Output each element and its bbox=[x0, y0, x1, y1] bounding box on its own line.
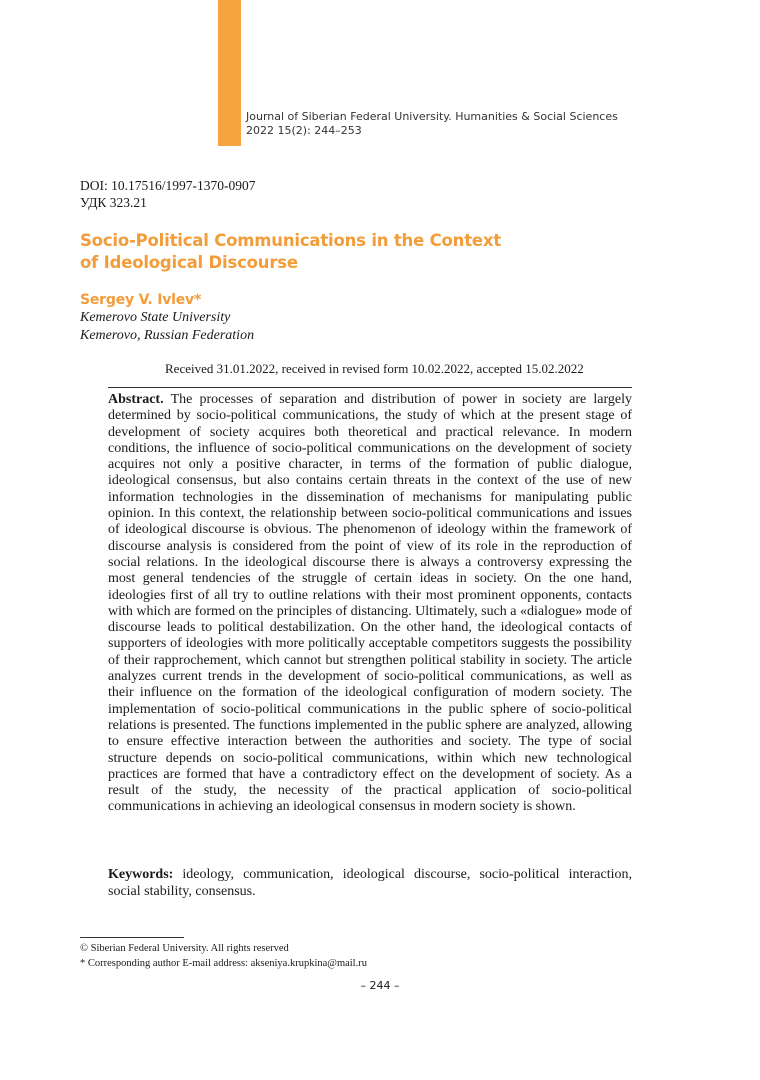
keywords-text: ideology, communication, ideological discourse, socio-political interaction, social stability, consensus. bbox=[108, 867, 632, 899]
journal-accent-bar bbox=[218, 0, 241, 146]
author-affiliation: Kemerovo State University bbox=[80, 310, 231, 325]
journal-header bbox=[246, 110, 618, 138]
page-number: – 244 – bbox=[360, 979, 400, 992]
title-line-1: Socio-Political Communications in the Context bbox=[80, 231, 502, 250]
journal-issue: 2022 15(2): 244–253 bbox=[246, 124, 362, 137]
abstract-divider bbox=[108, 387, 632, 388]
article-title bbox=[80, 230, 600, 274]
udc-code: УДК 323.21 bbox=[80, 195, 147, 210]
journal-name: Journal of Siberian Federal University. Humanities & Social Sciences bbox=[246, 110, 618, 123]
footnote-divider bbox=[80, 937, 184, 938]
keywords bbox=[108, 866, 632, 900]
abstract-label: Abstract. bbox=[108, 392, 164, 407]
received-dates: Received 31.01.2022, received in revised form 10.02.2022, accepted 15.02.2022 bbox=[165, 361, 584, 376]
keywords-label: Keywords: bbox=[108, 867, 174, 882]
author-location: Kemerovo, Russian Federation bbox=[80, 328, 255, 343]
corresponding-author-footnote: * Corresponding author E-mail address: akseniya.krupkina@mail.ru bbox=[80, 958, 367, 969]
article-meta bbox=[80, 177, 256, 211]
author-name: Sergey V. Ivlev* bbox=[80, 292, 202, 308]
abstract bbox=[108, 392, 632, 816]
copyright-footnote: © Siberian Federal University. All rights reserved bbox=[80, 943, 289, 954]
doi: DOI: 10.17516/1997-1370-0907 bbox=[80, 178, 256, 193]
title-line-2: of Ideological Discourse bbox=[80, 253, 298, 272]
abstract-text: The processes of separation and distribution of power in society are largely determined by socio-political communications, the study of which at the present stage of development of society acquires both theoretical and practical relevance. In modern conditions, the influence of socio-political communications on the development of society acquires not only a positive character, in terms of the formation of public dialogue, ideological consensus, but also contains certain threats in the context of the use of new information technologies in the dissemination of mechanisms for manipulating public opinion. In this context, the relationship between socio-political communications and issues of ideological discourse is obvious. The phenomenon of ideology within the framework of discourse analysis is considered from the point of view of its role in the reproduction of social relations. In the ideological discourse there is always a controversy expressing the most general tendencies of the struggle of certain ideas in society. On the one hand, ideologies first of all try to outline relations with their most prominent opponents, contacts with which are formed on the principles of distancing. Ultimately, such a «dialogue» mode of discourse leads to political destabilization. On the other hand, the ideological contacts of supporters of ideologies with more politically acceptable competitors suggests the possibility of their rapprochement, which cannot but strengthen political stability in society. The article analyzes current trends in the development of socio-political communications, as well as their influence on the formation of the ideological configuration of modern society. The implementation of socio-political communications in the public sphere of socio-political relations is presented. The functions implemented in the public sphere are analyzed, allowing to ensure effective interaction between the authorities and society. The type of social structure depends on socio-political communications, within which new technological practices are formed that have a contradictory effect on the development of society. As a result of the study, the necessity of the practical application of socio-political communications in achieving an ideological consensus in modern society is shown. bbox=[108, 392, 633, 815]
